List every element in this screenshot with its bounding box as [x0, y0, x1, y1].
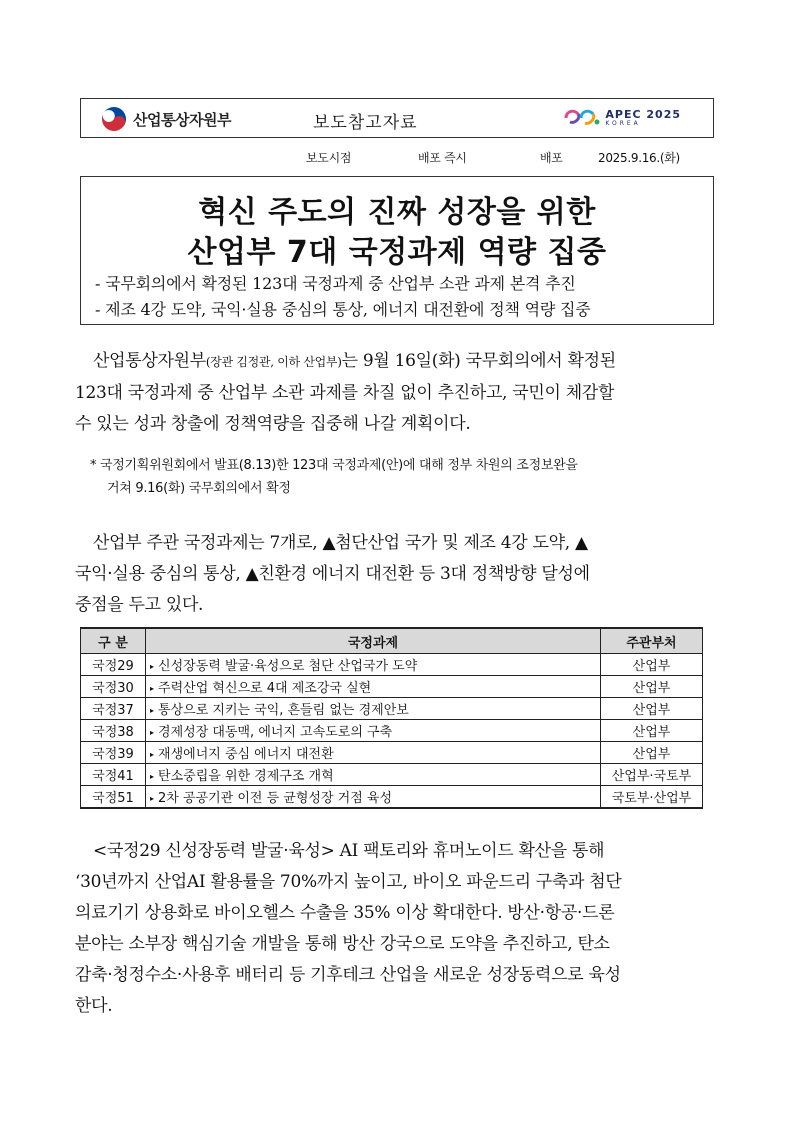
- col-header-task: 국정과제: [146, 628, 601, 654]
- row-task: 주력산업 혁신으로 4대 제조강국 실현: [158, 681, 372, 696]
- table-row: [81, 654, 703, 676]
- row-task: 탄소중립을 위한 경제구조 개혁: [158, 769, 334, 784]
- note-line-1: * 국정기획위원회에서 발표(8.13)한 123대 국정과제(안)에 대해 정부 차원의 조정보완을: [90, 458, 578, 473]
- title-box: [80, 176, 714, 325]
- release-time-label: 보도시점: [306, 151, 352, 165]
- ministry-name: 산업통상자원부: [133, 110, 231, 129]
- p3-line-6: 한다.: [75, 996, 113, 1016]
- row-dept: 산업부: [601, 698, 703, 720]
- row-id: 국정30: [81, 676, 146, 698]
- row-dept: 산업부: [601, 654, 703, 676]
- p1-rest: 는 9월 16일(화) 국무회의에서 확정된: [341, 351, 616, 371]
- triangle-bullet-icon: ▸: [150, 772, 155, 781]
- tasks-table: [80, 627, 703, 809]
- triangle-bullet-icon: ▸: [150, 728, 155, 737]
- p3-line-4: 분야는 소부장 핵심기술 개발을 통해 방산 강국으로 도약을 추진하고, 탄소: [75, 934, 610, 954]
- subtitle-line-2: - 제조 4강 도약, 국익·실용 중심의 통상, 에너지 대전환에 정책 역량 집중: [95, 300, 591, 319]
- col-header-dept: 주관부처: [601, 628, 703, 654]
- row-id: 국정41: [81, 764, 146, 786]
- release-date-value: 2025.9.16.(화): [598, 151, 680, 165]
- row-dept: 산업부: [601, 720, 703, 742]
- p2-line-1: 산업부 주관 국정과제는 7개로, ▲첨단산업 국가 및 제조 4강 도약, ▲: [93, 533, 588, 553]
- table-row: [81, 764, 703, 786]
- p2-line-3: 중점을 두고 있다.: [75, 595, 204, 615]
- paragraph-1: [75, 346, 721, 440]
- p3-line-5: 감축·청정수소·사용후 배터리 등 기후테크 산업을 새로운 성장동력으로 육성: [75, 965, 621, 985]
- p1-subject: 산업통상자원부: [93, 351, 206, 371]
- p1-line-3: 수 있는 성과 창출에 정책역량을 집중해 나갈 계획이다.: [75, 414, 471, 434]
- row-id: 국정29: [81, 654, 146, 676]
- paragraph-2: [75, 528, 721, 621]
- title-line-1: 혁신 주도의 진짜 성장을 위한: [198, 195, 596, 230]
- row-id: 국정39: [81, 742, 146, 764]
- apec-swirl-icon: [563, 106, 601, 130]
- release-time-value: 배포 즉시: [418, 151, 467, 165]
- row-dept: 산업부·국토부: [601, 764, 703, 786]
- triangle-bullet-icon: ▸: [150, 662, 155, 671]
- table-row: [81, 786, 703, 809]
- subtitle-line-1: - 국무회의에서 확정된 123대 국정과제 중 산업부 소관 과제 본격 추진: [95, 274, 576, 293]
- release-date-label: 배포: [540, 151, 563, 165]
- header-box: [80, 98, 714, 138]
- triangle-bullet-icon: ▸: [150, 750, 155, 759]
- p1-line-2: 123대 국정과제 중 산업부 소관 과제를 차질 없이 추진하고, 국민이 체감할: [75, 383, 615, 403]
- row-dept: 산업부: [601, 676, 703, 698]
- triangle-bullet-icon: ▸: [150, 684, 155, 693]
- paragraph-3: [75, 836, 721, 1022]
- p3-line-1: <국정29 신성장동력 발굴·육성> AI 팩토리와 휴머노이드 확산을 통해: [93, 841, 605, 861]
- triangle-bullet-icon: ▸: [150, 706, 155, 715]
- apec-title: APEC 2025: [605, 108, 681, 121]
- row-task: 재생에너지 중심 에너지 대전환: [158, 747, 334, 762]
- p3-line-2: ‘30년까지 산업AI 활용률을 70%까지 높이고, 바이오 파운드리 구축과 첨단: [75, 872, 622, 892]
- row-id: 국정38: [81, 720, 146, 742]
- table-row: [81, 676, 703, 698]
- apec-logo: [563, 106, 681, 130]
- table-row: [81, 698, 703, 720]
- doc-type: 보도참고자료: [313, 113, 418, 133]
- row-task: 경제성장 대동맥, 에너지 고속도로의 구축: [158, 725, 393, 740]
- table-row: [81, 720, 703, 742]
- table-row: [81, 742, 703, 764]
- note-line-2: 거쳐 9.16(화) 국무회의에서 확정: [107, 481, 291, 496]
- p1-paren: (장관 김정관, 이하 산업부): [205, 355, 342, 369]
- row-id: 국정51: [81, 786, 146, 809]
- row-dept: 국토부·산업부: [601, 786, 703, 809]
- title-line-2: 산업부 7대 국정과제 역량 집중: [187, 235, 607, 270]
- row-task: 신성장동력 발굴·육성으로 첨단 산업국가 도약: [158, 659, 418, 674]
- ministry-logo: [101, 106, 231, 132]
- row-task: 2차 공공기관 이전 등 균형성장 거점 육성: [158, 791, 393, 806]
- row-id: 국정37: [81, 698, 146, 720]
- row-task: 통상으로 지키는 국익, 흔들림 없는 경제안보: [158, 703, 409, 718]
- p3-line-3: 의료기기 상용화로 바이오헬스 수출을 35% 이상 확대한다. 방산·항공·드론: [75, 903, 615, 923]
- row-dept: 산업부: [601, 742, 703, 764]
- p2-line-2: 국익·실용 중심의 통상, ▲친환경 에너지 대전환 등 3대 정책방향 달성에: [75, 564, 590, 584]
- apec-subtitle: KOREA: [605, 120, 641, 127]
- taegeuk-emblem-icon: [101, 106, 127, 132]
- footnote: [90, 454, 720, 500]
- col-header-category: 구 분: [81, 628, 146, 654]
- triangle-bullet-icon: ▸: [150, 794, 155, 803]
- table-header-row: [81, 628, 703, 654]
